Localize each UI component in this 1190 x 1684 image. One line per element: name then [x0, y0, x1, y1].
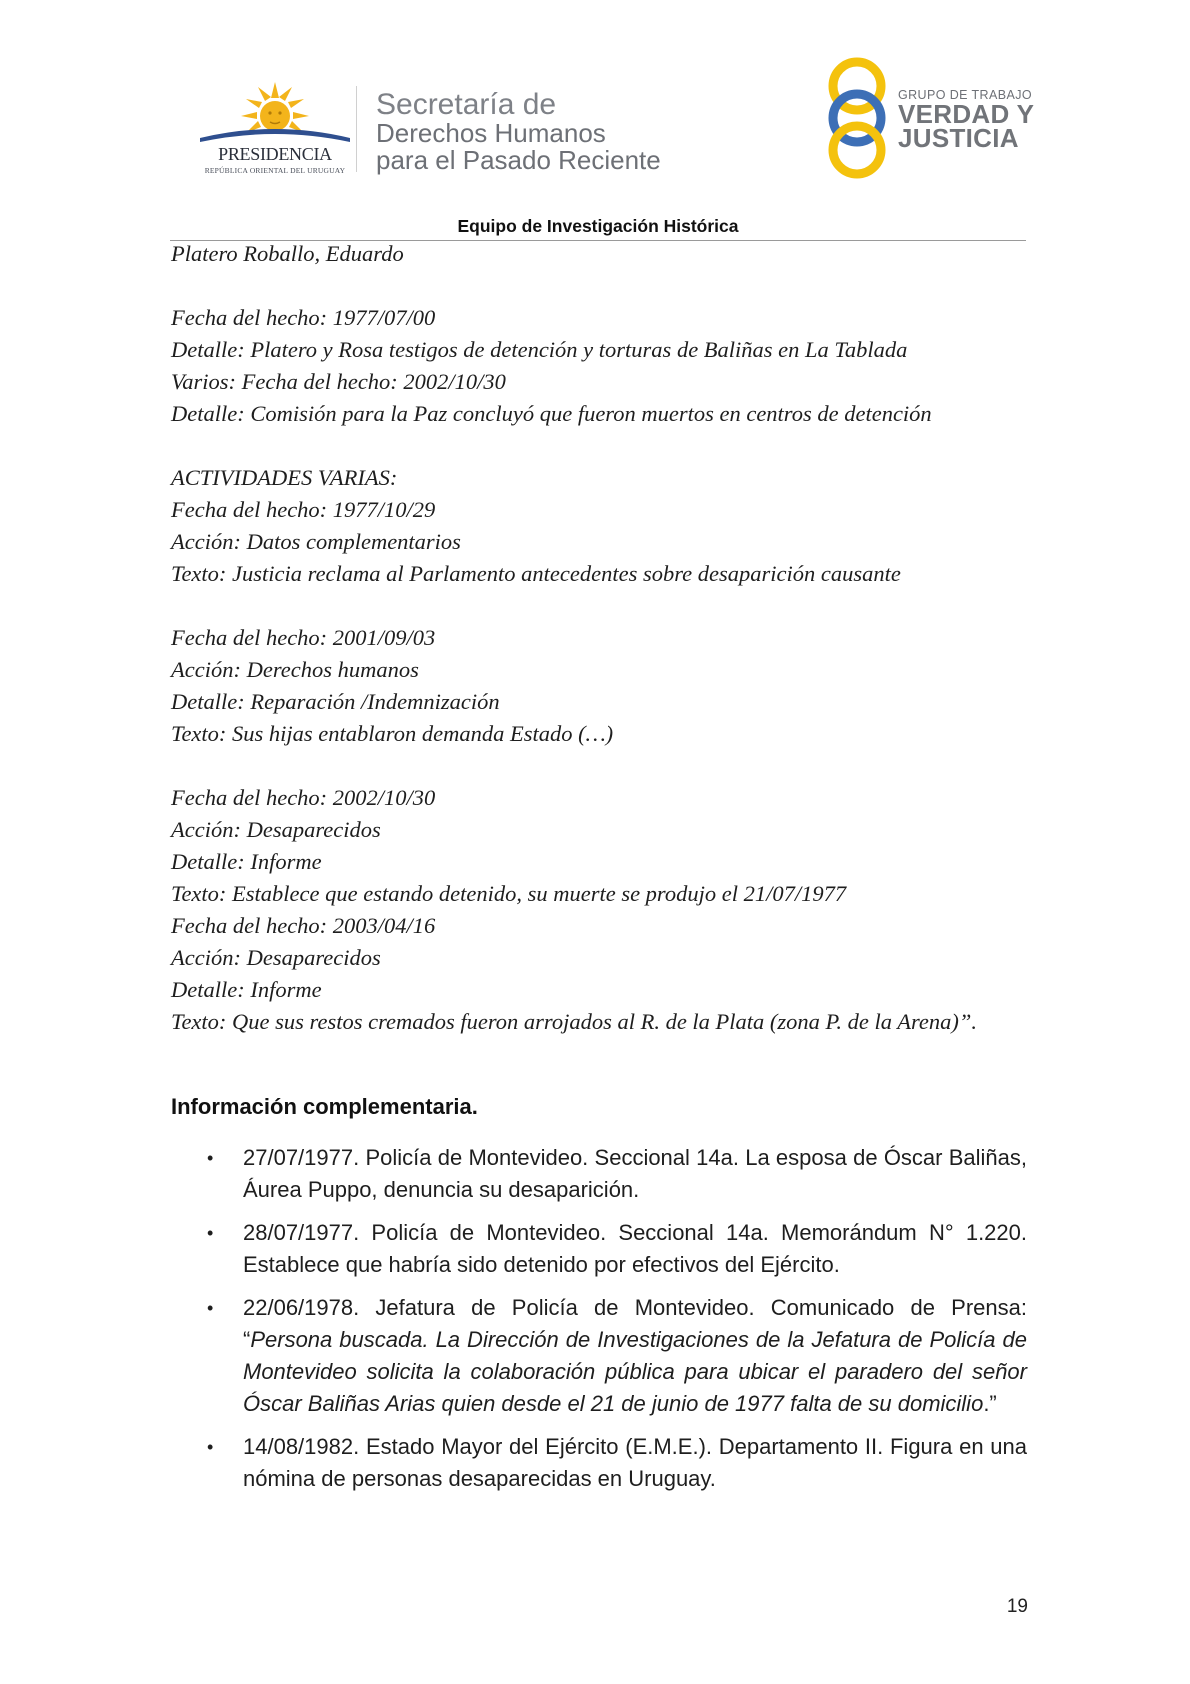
presidencia-sun-logo — [196, 80, 354, 180]
record-line: Detalle: Comisión para la Paz concluyó que fueron muertos en centros de detención — [171, 401, 932, 426]
record-line: Texto: Sus hijas entablaron demanda Estado (…) — [171, 721, 614, 746]
logo-divider — [356, 86, 357, 172]
verdad-justicia-rings-logo — [822, 56, 892, 180]
record-line: Detalle: Reparación /Indemnización — [171, 689, 500, 714]
record-line: Fecha del hecho: 2003/04/16 — [171, 913, 436, 938]
grupo-trabajo-label: GRUPO DE TRABAJO — [898, 88, 1032, 102]
press-quote: Persona buscada. La Dirección de Investigaciones de la Jefatura de Policía de Montevideo solicita la colaboración pública para ubicar el paradero del señor Óscar Baliñas Arias quien desde el 21 de junio de 1977 falta de su domicilio — [243, 1327, 1027, 1416]
secretaria-logo-text — [376, 90, 661, 174]
spacer — [171, 430, 1025, 462]
spacer — [171, 270, 1025, 302]
bullet-icon: • — [207, 1298, 214, 1318]
record-line: Fecha del hecho: 1977/10/29 — [171, 497, 436, 522]
list-item-text: 27/07/1977. Policía de Montevideo. Seccional 14a. La esposa de Óscar Baliñas, Áurea Puppo, denuncia su desaparición. — [243, 1145, 1027, 1202]
section-heading-actividades: ACTIVIDADES VARIAS: — [171, 465, 398, 490]
secretaria-line-1: Secretaría de — [376, 88, 557, 121]
secretaria-line-2: Derechos Humanos — [376, 118, 606, 148]
record-line: Detalle: Informe — [171, 977, 322, 1002]
spacer — [171, 750, 1025, 782]
record-line: Acción: Datos complementarios — [171, 529, 461, 554]
list-item-text: 14/08/1982. Estado Mayor del Ejército (E.M.E.). Departamento II. Figura en una nómina de personas desaparecidas en Uruguay. — [243, 1434, 1027, 1491]
team-title: Equipo de Investigación Histórica — [457, 216, 739, 236]
record-line: Texto: Justicia reclama al Parlamento antecedentes sobre desaparición causante — [171, 561, 901, 586]
spacer — [171, 590, 1025, 622]
bullet-icon: • — [207, 1437, 214, 1457]
record-line: Texto: Que sus restos cremados fueron arrojados al R. de la Plata (zona P. de la Arena)”. — [171, 1009, 978, 1034]
list-item — [171, 1431, 1027, 1495]
list-item — [171, 1292, 1027, 1420]
presidencia-name: PRESIDENCIA — [218, 144, 332, 164]
bullet-icon: • — [207, 1148, 214, 1168]
record-line: Detalle: Platero y Rosa testigos de detención y torturas de Baliñas en La Tablada — [171, 337, 908, 362]
record-line: Acción: Desaparecidos — [171, 945, 381, 970]
record-line: Fecha del hecho: 1977/07/00 — [171, 305, 436, 330]
record-body — [171, 238, 1025, 1038]
record-line: Acción: Desaparecidos — [171, 817, 381, 842]
bullet-icon: • — [207, 1223, 214, 1243]
grupo-trabajo-text — [898, 88, 1035, 153]
grupo-verdad: VERDAD Y — [898, 99, 1035, 129]
presidencia-subtitle: REPÚBLICA ORIENTAL DEL URUGUAY — [204, 166, 346, 175]
record-line: Detalle: Informe — [171, 849, 322, 874]
list-item-text: 28/07/1977. Policía de Montevideo. Seccional 14a. Memorándum N° 1.220. Establece que habría sido detenido por efectivos del Ejército. — [243, 1220, 1027, 1277]
person-name: Platero Roballo, Eduardo — [171, 241, 404, 266]
record-line: Fecha del hecho: 2002/10/30 — [171, 785, 436, 810]
quote-close: .” — [983, 1391, 997, 1416]
grupo-justicia: JUSTICIA — [898, 123, 1019, 153]
record-line: Texto: Establece que estando detenido, su muerte se produjo el 21/07/1977 — [171, 881, 847, 906]
list-item — [171, 1217, 1027, 1281]
record-line: Acción: Derechos humanos — [171, 657, 419, 682]
list-item — [171, 1142, 1027, 1206]
page-header — [0, 0, 1190, 236]
page-number: 19 — [1006, 1596, 1028, 1617]
record-line: Varios: Fecha del hecho: 2002/10/30 — [171, 369, 506, 394]
info-list — [171, 1142, 1027, 1506]
secretaria-line-3: para el Pasado Reciente — [376, 145, 661, 175]
list-item-text: 22/06/1978. Jefatura de Policía de Montevideo. Comunicado de Prensa: “ — [243, 1295, 1027, 1352]
info-section-title: Información complementaria. — [171, 1094, 478, 1119]
record-line: Fecha del hecho: 2001/09/03 — [171, 625, 436, 650]
